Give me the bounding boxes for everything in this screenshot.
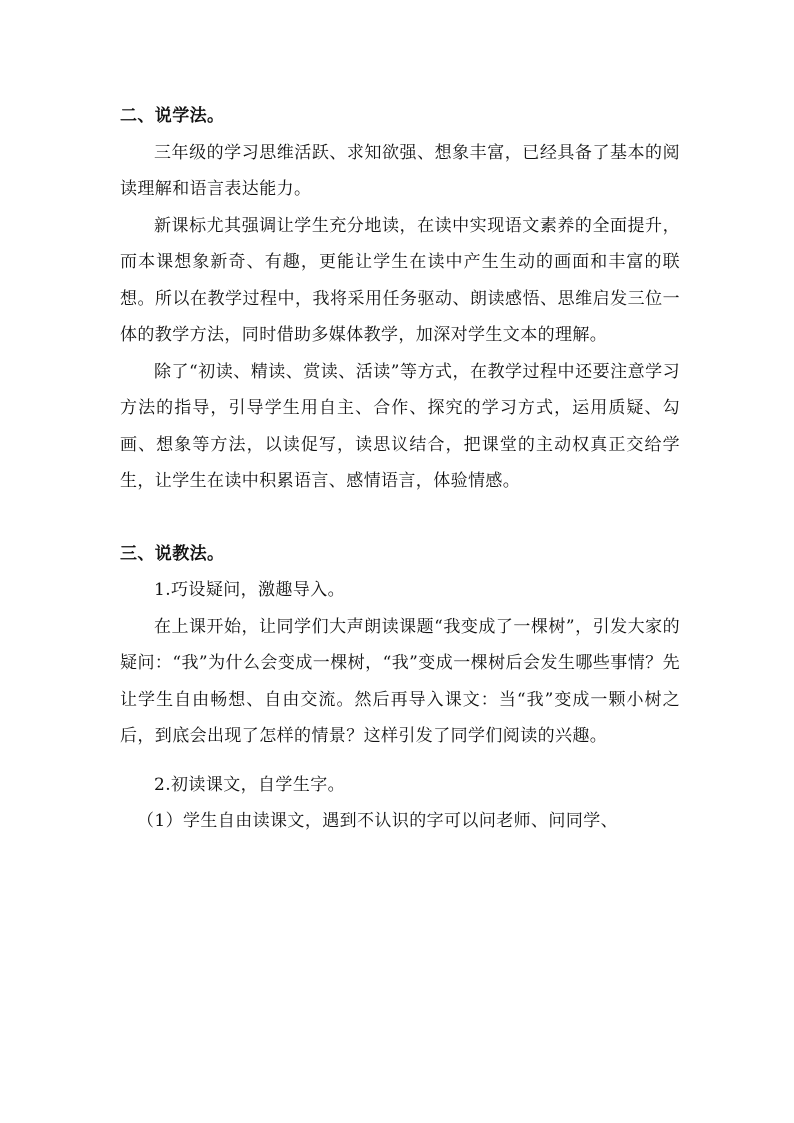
section-heading-study-method: 二、说学法。: [120, 106, 225, 126]
section-spacer: [120, 500, 680, 536]
paragraph-student-ability: 三年级的学习思维活跃、求知欲强、想象丰富，已经具备了基本的阅读理解和语言表达能力。: [120, 142, 680, 199]
step-1-text: 在上课开始，让同学们大声朗读课题“我变成了一棵树”，引发大家的疑问：“我”为什么会变成一棵树，“我”变成一棵树后会发生哪些事情？先让学生自由畅想、自由交流。然后再导入课文：当“我”变成一颗小树之后，到底会出现了怎样的情景？这样引发了同学们阅读的兴趣。: [120, 616, 680, 746]
section-heading-teaching-method: 三、说教法。: [120, 543, 225, 564]
step-spacer: [120, 755, 680, 767]
document-body: [120, 98, 680, 840]
step-2-title: 2.初读课文，自学生字。: [154, 774, 346, 795]
paragraph-reading-methods: 除了“初读、精读、赏读、活读”等方式，在教学过程中还要注意学习方法的指导，引导学生用自主、合作、探究的学习方式，运用质疑、勾画、想象等方法，以读促写，读思议结合，把课堂的主动权真正交给学生，让学生在读中积累语言、感情语言，体验情感。: [120, 361, 680, 491]
paragraph-curriculum-reading: 新课标尤其强调让学生充分地读，在读中实现语文素养的全面提升，而本课想象新奇、有趣，更能让学生在读中产生生动的画面和丰富的联想。所以在教学过程中，我将采用任务驱动、朗读感悟、思维启发三位一体的教学方法，同时借助多媒体教学，加深对学生文本的理解。: [120, 215, 680, 345]
step-1-title: 1.巧设疑问，激趣导入。: [154, 580, 346, 600]
step-2-item-1: （1）学生自由读课文，遇到不认识的字可以问老师、问同学、: [137, 811, 619, 831]
